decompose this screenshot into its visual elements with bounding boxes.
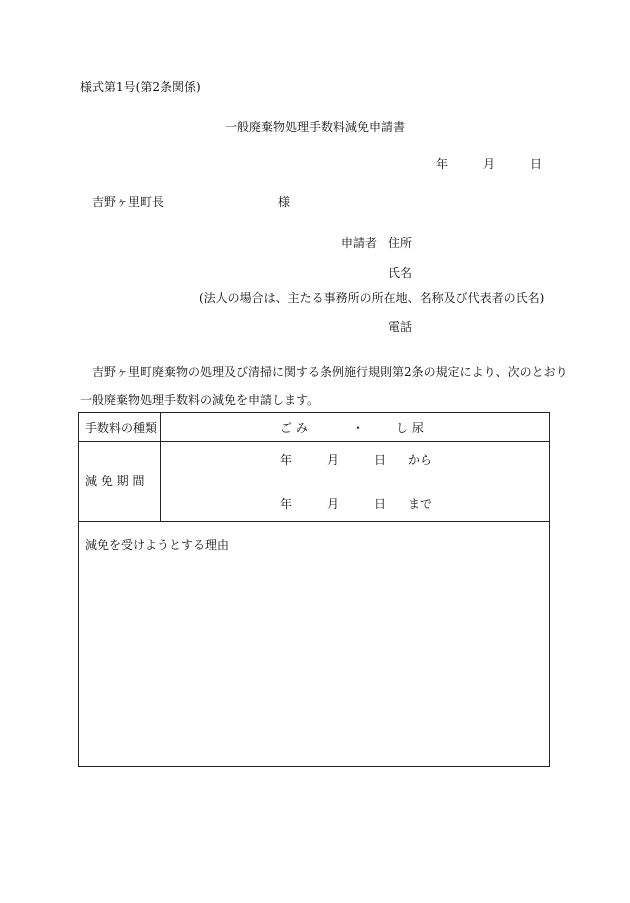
period-from-day: 日 [374,453,387,467]
table-column-divider [160,413,161,521]
table-rule-2 [79,521,549,522]
addressee-name: 吉野ヶ里町長 [92,195,165,209]
period-to-month: 月 [327,497,340,511]
name-label: 氏名 [388,266,413,280]
reason-label: 減免を受けようとする理由 [85,538,230,552]
applicant-label: 申請者 [341,236,378,250]
fee-type-separator: ・ [352,421,365,435]
phone-label: 電話 [388,320,413,334]
document-title: 一般廃棄物処理手数料減免申請書 [224,120,405,134]
form-number: 様式第1号(第2条関係) [80,80,201,94]
date-day-label: 日 [530,157,543,171]
period-from-year: 年 [280,453,293,467]
address-label: 住所 [388,236,413,250]
period-from-suffix: から [408,453,433,467]
table-rule-1 [79,441,549,442]
corporate-note: (法人の場合は、主たる事務所の所在地、名称及び代表者の氏名) [199,291,545,305]
fee-type-night-soil: し 尿 [396,421,424,435]
period-to-suffix: まで [408,497,433,511]
body-text-line-1: 吉野ヶ里町廃棄物の処理及び清掃に関する条例施行規則第2条の規定により、次のとおり [92,365,568,379]
date-year-label: 年 [436,157,449,171]
fee-type-label: 手数料の種類 [85,421,158,435]
fee-type-garbage: ご み [280,421,308,435]
period-to-year: 年 [280,497,293,511]
period-from-month: 月 [327,453,340,467]
date-month-label: 月 [483,157,496,171]
period-to-day: 日 [374,497,387,511]
addressee-honorific: 様 [278,195,291,209]
application-table [78,412,550,767]
body-text-line-2: 一般廃棄物処理手数料の減免を申請します。 [80,393,320,407]
exemption-period-label: 減 免 期 間 [85,474,145,488]
